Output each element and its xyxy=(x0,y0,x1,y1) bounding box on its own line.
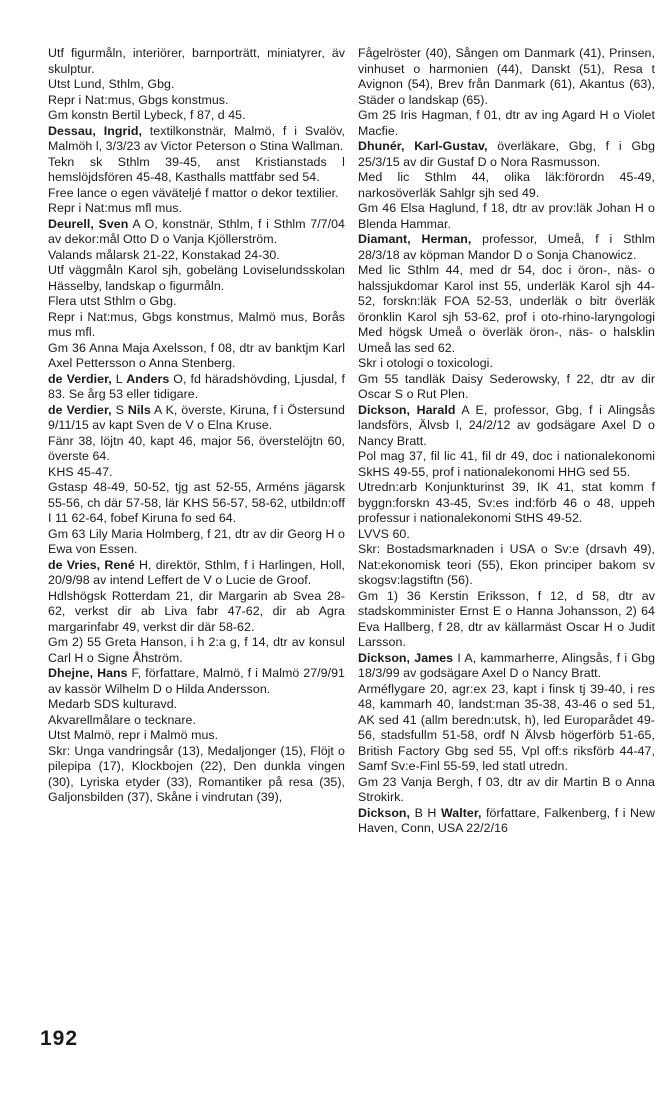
entry-name: Dickson, James xyxy=(358,650,454,665)
entry-paragraph xyxy=(358,542,655,589)
entry-name: Dhunér, Karl-Gustav, xyxy=(358,139,488,153)
entry-paragraph xyxy=(358,356,655,372)
entry-text: Repr i Nat:mus, Gbgs konstmus, Malmö mus, Borås mus mfl. xyxy=(48,309,345,339)
entry-paragraph xyxy=(358,372,655,403)
entry-text: A E, professor, Gbg, f i Alingsås landsförs, Älvsb l, 24/2/12 av godsägare Axel D o Nancy Bratt. xyxy=(358,402,655,448)
entry-paragraph xyxy=(48,263,345,294)
entry-text: Pol mag 37, fil lic 41, fil dr 49, doc i nationalekonomi SkHS 49-55, prof i nationalekonomi HHG sed 55. xyxy=(358,449,655,479)
entry-paragraph xyxy=(358,589,655,651)
entry-heading-paragraph xyxy=(48,217,345,248)
entry-paragraph xyxy=(358,201,655,232)
entry-paragraph xyxy=(48,465,345,481)
entry-text: KHS 45-47. xyxy=(48,464,113,479)
entry-text: B H xyxy=(410,805,441,820)
entry-text: Gm 25 Iris Hagman, f 01, dtr av ing Agard H o Violet Macfie. xyxy=(358,108,655,138)
entry-text: Gm 55 tandläk Daisy Sederowsky, f 22, dtr av dir Oscar S o Rut Plen. xyxy=(358,371,655,401)
entry-text: Utredn:arb Konjunkturinst 39, IK 41, stat komm f byggn:forskn 43-45, Sv:es ind:förb 46 o 48, uppeh professur i nationalekonomi StHS 49-52. xyxy=(358,480,655,525)
entry-paragraph xyxy=(48,527,345,558)
entry-paragraph xyxy=(48,310,345,341)
entry-text: LVVS 60. xyxy=(358,526,410,541)
entry-paragraph xyxy=(48,46,345,77)
entry-paragraph xyxy=(48,728,345,744)
entry-paragraph xyxy=(48,341,345,372)
entry-paragraph xyxy=(358,682,655,775)
entry-text: Gm 46 Elsa Haglund, f 18, dtr av prov:läk Johan H o Blenda Hammar. xyxy=(358,201,655,231)
entry-heading-paragraph xyxy=(48,372,345,403)
entry-paragraph xyxy=(358,775,655,806)
entry-paragraph xyxy=(358,527,655,543)
right-column xyxy=(358,46,655,837)
entry-text: Medarb SDS kulturavd. xyxy=(48,697,178,711)
entry-heading-paragraph xyxy=(358,806,655,837)
entry-text: Utst Lund, Sthlm, Gbg. xyxy=(48,77,175,91)
entry-name: Dickson, xyxy=(358,805,411,820)
entry-text: O, fd häradshövding, Ljusdal, f 83. Se årg 53 eller tidigare. xyxy=(48,371,346,401)
entry-text: Repr i Nat:mus, Gbgs konstmus. xyxy=(48,92,229,107)
entry-paragraph xyxy=(48,434,345,465)
entry-text: Flera utst Sthlm o Gbg. xyxy=(48,294,177,308)
entry-name: Diamant, Herman, xyxy=(358,232,472,246)
entry-text: Gm 2) 55 Greta Hanson, i h 2:a g, f 14, dtr av konsul Carl H o Signe Åhström. xyxy=(48,635,345,665)
entry-paragraph xyxy=(48,744,345,806)
entry-text: Gm 63 Lily Maria Holmberg, f 21, dtr av dir Georg H o Ewa von Essen. xyxy=(48,526,345,556)
page-number: 192 xyxy=(40,1027,79,1050)
entry-text: H, direktör, Sthlm, f i Harlingen, Holl, 20/9/98 av intend Leffert de V o Lucie de Groof. xyxy=(48,557,345,587)
entry-text: Akvarellmålare o tecknare. xyxy=(48,712,196,727)
entry-text: A O, konstnär, Sthlm, f i Sthlm 7/7/04 av dekor:mål Otto D o Vanja Kjöllerström. xyxy=(48,216,345,246)
entry-name: de Verdier, xyxy=(48,402,112,417)
entry-text: F, författare, Malmö, f i Malmö 27/9/91 av kassör Wilhelm D o Hilda Andersson. xyxy=(48,666,345,696)
entry-text: textilkonstnär, Malmö, f i Svalöv, Malmöh l, 3/3/23 av Victor Peterson o Stina Wallman. xyxy=(48,123,345,153)
entry-text: L xyxy=(111,371,127,386)
entry-heading-paragraph xyxy=(358,232,655,263)
entry-text: Hdlshögsk Rotterdam 21, dir Margarin ab Svea 28-62, verkst dir ab Liva fabr 47-62, dir ab Agra margarinfabr 49, verkst dir där 58-62. xyxy=(48,588,345,634)
entry-text: A K, överste, Kiruna, f i Östersund 9/11/15 av kapt Sven de V o Elna Kruse. xyxy=(48,402,345,432)
entry-text: Med lic Sthlm 44, med dr 54, doc i öron-, näs- o halssjukdomar Karol inst 55, underläk Karol sjh 44-52, forskn:läk FOA 52-53, underläk o bitr överläk öronklin Karol sjh 53-62, prof i oto-rhino-laryngologi Med högsk Umeå o överläk öron-, näs- o halsklin Umeå las sed 62. xyxy=(358,263,655,355)
entry-text: Fågelröster (40), Sången om Danmark (41), Prinsen, vinhuset o harmonien (44), Danskt (51), Resa t Avignon (54), Brev från Danmark (61), Akantus (63), Städer o landskap (65). xyxy=(358,46,655,107)
entry-heading-paragraph xyxy=(48,403,345,434)
entry-paragraph xyxy=(48,155,345,186)
entry-text: Gm 23 Vanja Bergh, f 03, dtr av dir Martin B o Anna Strokirk. xyxy=(358,774,655,804)
entry-paragraph xyxy=(48,248,345,264)
entry-text: Fänr 38, löjtn 40, kapt 46, major 56, överstelöjtn 60, överste 64. xyxy=(48,433,345,463)
entry-paragraph xyxy=(358,170,655,201)
entry-paragraph xyxy=(358,108,655,139)
entry-text: Valands målarsk 21-22, Konstakad 24-30. xyxy=(48,247,280,262)
entry-text: Gstasp 48-49, 50-52, tjg ast 52-55, Arméns jägarsk 55-56, ch där 57-58, lär KHS 56-57, 58-62, utbildn:off I 11 62-64, fobef Kiruna fo sed 64. xyxy=(48,480,345,525)
entry-text: Gm 1) 36 Kerstin Eriksson, f 12, d 58, dtr av stadskomminister Ernst E o Hanna Johansson, 2) 64 Eva Hallberg, f 28, dtr av källarmäst Oscar H o Judit Larsson. xyxy=(358,588,655,649)
entry-heading-paragraph xyxy=(358,403,655,450)
entry-text: Skr i otologi o toxicologi. xyxy=(358,356,493,370)
entry-text: Med lic Sthlm 44, olika läk:förordn 45-49, narkosöverläk Sahlgr sjh sed 49. xyxy=(358,170,655,200)
entry-text: Utst Malmö, repr i Malmö mus. xyxy=(48,728,219,742)
entry-heading-paragraph xyxy=(358,139,655,170)
entry-paragraph xyxy=(48,77,345,93)
entry-heading-paragraph xyxy=(48,124,345,155)
entry-text: professor, Umeå, f i Sthlm 28/3/18 av köpman Mandor D o Sonja Chanowicz. xyxy=(358,232,655,262)
entry-name: Anders xyxy=(126,371,170,386)
entry-text: Gm 36 Anna Maja Axelsson, f 08, dtr av banktjm Karl Axel Pettersson o Anna Stenberg. xyxy=(48,340,345,370)
entry-text: Utf väggmåln Karol sjh, gobeläng Loviselundsskolan Hässelby, landskap o figurmåln. xyxy=(48,263,345,293)
entry-text: författare, Falkenberg, f i New Haven, Conn, USA 22/2/16 xyxy=(358,805,655,835)
entry-paragraph xyxy=(358,263,655,356)
entry-paragraph xyxy=(48,713,345,729)
entry-name: de Vries, René xyxy=(48,557,135,572)
entry-heading-paragraph xyxy=(48,666,345,697)
entry-text: Repr i Nat:mus mfl mus. xyxy=(48,201,183,215)
entry-heading-paragraph xyxy=(358,651,655,682)
entry-text: Free lance o egen väväteljé f mattor o dekor textilier. xyxy=(48,185,339,200)
entry-text: Gm konstn Bertil Lybeck, f 87, d 45. xyxy=(48,108,246,122)
entry-text: Skr: Bostadsmarknaden i USA o Sv:e (drsavh 49), Nat:ekonomisk teori (55), Ekon principer bakom sv skogsv:lagstiftn (56). xyxy=(358,542,655,587)
left-column xyxy=(48,46,345,806)
entry-paragraph xyxy=(48,186,345,202)
entry-name: Dhejne, Hans xyxy=(48,666,128,680)
entry-name: Dickson, Harald xyxy=(358,402,456,417)
entry-paragraph xyxy=(358,449,655,480)
entry-paragraph xyxy=(48,294,345,310)
entry-paragraph xyxy=(48,635,345,666)
entry-text: Skr: Unga vandringsår (13), Medaljonger (15), Flöjt o pilepipa (17), Klockbojen (22), Den dunkla vingen (30), Lyriska etyder (33), Romantiker på resa (35), Galjonsbilden (37), Skåne i vindrutan (39), xyxy=(48,743,345,804)
entry-name: de Verdier, xyxy=(48,371,112,386)
entry-paragraph xyxy=(358,46,655,108)
entry-name: Nils xyxy=(127,402,151,417)
entry-paragraph xyxy=(48,589,345,636)
entry-paragraph xyxy=(48,108,345,124)
entry-paragraph xyxy=(48,697,345,713)
entry-paragraph xyxy=(48,480,345,527)
entry-name: Dessau, Ingrid, xyxy=(48,123,142,138)
entry-text: Utf figurmåln, interiörer, barnporträtt, miniatyrer, äv skulptur. xyxy=(48,46,345,76)
entry-paragraph xyxy=(358,480,655,527)
entry-text: överläkare, Gbg, f i Gbg 25/3/15 av dir Gustaf D o Nora Rasmusson. xyxy=(358,139,656,169)
entry-text: I A, kammarherre, Alingsås, f i Gbg 18/3/99 av godsägare Axel D o Nancy Bratt. xyxy=(358,650,656,680)
entry-paragraph xyxy=(48,201,345,217)
entry-paragraph xyxy=(48,93,345,109)
entry-text: Arméflygare 20, agr:ex 23, kapt i finsk tj 39-40, i res 48, kammarh 40, landst:man 35-38, 43-46 o sed 51, AK sed 41 (allm beredn:utsk, h), led Europarådet 49-56, stadsfullm 51-58, ordf N Älvsb högerförb 51-65, British Factory Gbg sed 55, Vpl off:s riksförb 44-47, Samf Sv:e-Finl 55-59, led statl utredn. xyxy=(358,681,655,773)
entry-name: Walter, xyxy=(440,805,482,820)
entry-text: Tekn sk Sthlm 39-45, anst Kristianstads l hemslöjdsfören 45-48, Kasthalls mattfabr sed 54. xyxy=(48,154,345,184)
entry-name: Deurell, Sven xyxy=(48,216,129,231)
entry-heading-paragraph xyxy=(48,558,345,589)
entry-text: S xyxy=(111,402,128,417)
